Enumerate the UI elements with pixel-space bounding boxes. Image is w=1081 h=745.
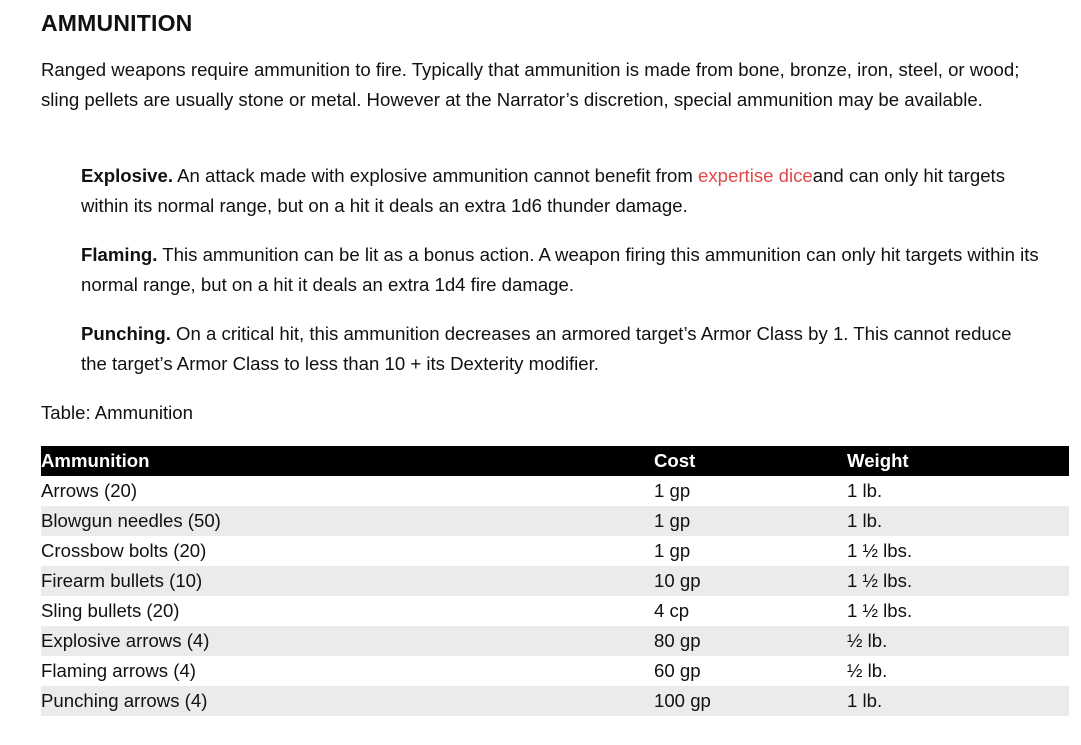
rule-flaming — [81, 240, 1041, 300]
expertise-dice-link[interactable]: expertise dice — [698, 165, 813, 186]
cell-ammunition: Sling bullets (20) — [41, 600, 180, 621]
cell-cost: 100 gp — [654, 686, 847, 716]
rule-text: and can only hit targets within its normal range, but on a hit it deals an extra 1d6 thunder damage. — [81, 165, 1006, 216]
table-row — [41, 476, 1069, 506]
cell-ammunition: Firearm bullets (10) — [41, 566, 654, 596]
ammunition-table — [41, 446, 1069, 716]
table-row — [41, 506, 1069, 536]
cell-weight: 1 lb. — [847, 480, 883, 501]
cell-weight: ½ lb. — [847, 626, 1069, 656]
section-title: AMMUNITION — [41, 10, 193, 36]
rule-punching — [81, 319, 1041, 379]
rule-term: Flaming. — [81, 244, 158, 265]
cell-cost: 60 gp — [654, 660, 701, 681]
column-header-cost: Cost — [654, 446, 847, 476]
cell-weight: 1 ½ lbs. — [847, 540, 913, 561]
column-header-ammunition: Ammunition — [41, 446, 654, 476]
cell-cost: 1 gp — [654, 540, 691, 561]
rule-text: An attack made with explosive ammunition cannot benefit from — [172, 165, 699, 186]
rule-term: Explosive. — [81, 165, 173, 186]
cell-cost: 10 gp — [654, 566, 847, 596]
table-row — [41, 566, 1069, 596]
table-row — [41, 626, 1069, 656]
cell-weight: 1 ½ lbs. — [847, 600, 913, 621]
table-row — [41, 656, 1069, 686]
rule-text: This ammunition can be lit as a bonus action. A weapon firing this ammunition can only hit targets within its normal range, but on a hit it deals an extra 1d4 fire damage. — [81, 244, 1039, 295]
cell-ammunition: Crossbow bolts (20) — [41, 540, 207, 561]
table-header-row — [41, 446, 1069, 476]
column-header-weight: Weight — [847, 446, 1069, 476]
table-row — [41, 536, 1069, 566]
rule-text: On a critical hit, this ammunition decreases an armored target’s Armor Class by 1. This cannot reduce the target’s Armor Class to less than 10 + its Dexterity modifier. — [81, 323, 1012, 374]
cell-ammunition: Explosive arrows (4) — [41, 626, 654, 656]
cell-ammunition: Flaming arrows (4) — [41, 660, 196, 681]
rule-explosive — [81, 161, 1041, 221]
table-row — [41, 686, 1069, 716]
cell-cost: 80 gp — [654, 626, 847, 656]
cell-cost: 1 gp — [654, 506, 847, 536]
intro-paragraph: Ranged weapons require ammunition to fire. Typically that ammunition is made from bone, bronze, iron, steel, or wood; sling pellets are usually stone or metal. However at the Narrator’s discretion, special ammunition may be available. — [41, 59, 1020, 110]
cell-weight: ½ lb. — [847, 660, 888, 681]
cell-cost: 1 gp — [654, 480, 691, 501]
cell-ammunition: Punching arrows (4) — [41, 686, 654, 716]
rule-term: Punching. — [81, 323, 171, 344]
table-caption: Table: Ammunition — [41, 402, 193, 423]
table-row — [41, 596, 1069, 626]
cell-weight: 1 lb. — [847, 506, 1069, 536]
cell-ammunition: Blowgun needles (50) — [41, 506, 654, 536]
cell-cost: 4 cp — [654, 600, 690, 621]
cell-weight: 1 ½ lbs. — [847, 566, 1069, 596]
cell-ammunition: Arrows (20) — [41, 480, 138, 501]
cell-weight: 1 lb. — [847, 686, 1069, 716]
